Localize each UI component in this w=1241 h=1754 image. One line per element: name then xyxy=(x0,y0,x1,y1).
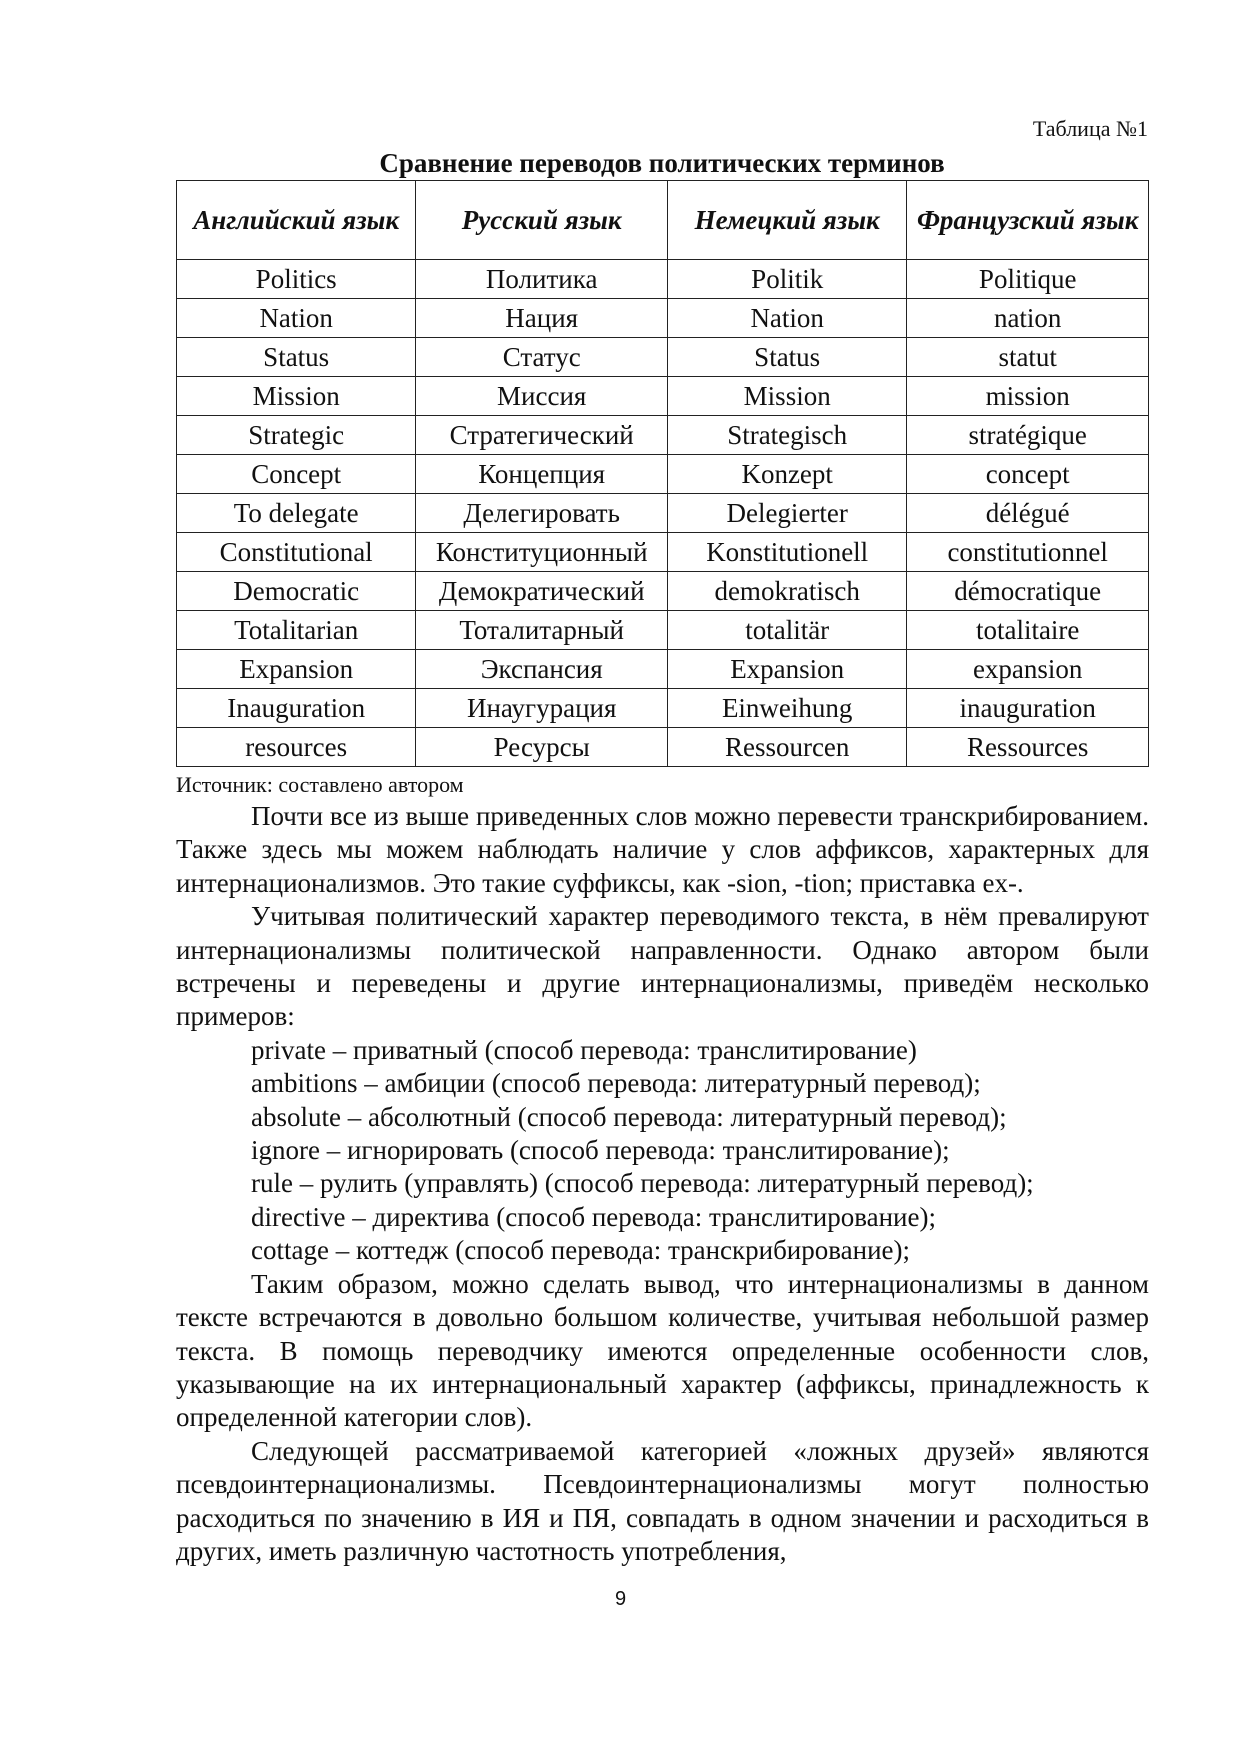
table-cell: nation xyxy=(907,299,1149,338)
table-cell: Политика xyxy=(416,260,668,299)
table-cell: Ресурсы xyxy=(416,728,668,767)
table-cell: délégué xyxy=(907,494,1149,533)
header-french: Французский язык xyxy=(907,181,1149,260)
table-cell: Politics xyxy=(177,260,416,299)
example-item: cottage – коттедж (способ перевода: транскрибирование); xyxy=(251,1235,911,1266)
table-cell: Politique xyxy=(907,260,1149,299)
table-cell: Нация xyxy=(416,299,668,338)
table-row xyxy=(177,455,1149,494)
paragraph-1: Почти все из выше приведенных слов можно перевести транскрибированием. Также здесь мы можем наблюдать наличие у слов аффиксов, характерных для интернационализмов. Это такие суффиксы, как -sion, -tion; приставка ex-. xyxy=(176,801,1149,898)
table-cell: concept xyxy=(907,455,1149,494)
table-cell: mission xyxy=(907,377,1149,416)
table-cell: démocratique xyxy=(907,572,1149,611)
table-cell: Constitutional xyxy=(177,533,416,572)
table-cell: Expansion xyxy=(668,650,907,689)
table-row xyxy=(177,299,1149,338)
example-item: ignore – игнорировать (способ перевода: транслитирование); xyxy=(251,1135,950,1166)
table-row xyxy=(177,416,1149,455)
table-cell: Конституционный xyxy=(416,533,668,572)
table-cell: Democratic xyxy=(177,572,416,611)
table-cell: Inauguration xyxy=(177,689,416,728)
examples-list xyxy=(176,1034,1149,1268)
table-cell: Konstitutionell xyxy=(668,533,907,572)
table-cell: Einweihung xyxy=(668,689,907,728)
example-item: absolute – абсолютный (способ перевода: литературный перевод); xyxy=(251,1101,1007,1132)
table-header-row xyxy=(177,181,1149,260)
table-cell: Ressourcen xyxy=(668,728,907,767)
table-cell: Концепция xyxy=(416,455,668,494)
table-row xyxy=(177,650,1149,689)
table-cell: resources xyxy=(177,728,416,767)
example-item: directive – директива (способ перевода: транслитирование); xyxy=(251,1201,936,1232)
table-cell: inauguration xyxy=(907,689,1149,728)
table-row xyxy=(177,533,1149,572)
table-cell: Миссия xyxy=(416,377,668,416)
paragraph-4: Следующей рассматриваемой категорией «ложных друзей» являются псевдоинтернационализмы. Псевдоинтернационализмы могут полностью расходиться по значению в ИЯ и ПЯ, совпадать в одном значении и расходиться в других, иметь различную частотность употребления, xyxy=(176,1435,1149,1566)
page-number: 9 xyxy=(614,1588,627,1610)
table-cell: To delegate xyxy=(177,494,416,533)
table-cell: Strategisch xyxy=(668,416,907,455)
table-cell: Инаугурация xyxy=(416,689,668,728)
table-cell: constitutionnel xyxy=(907,533,1149,572)
table-cell: Delegierter xyxy=(668,494,907,533)
table-row xyxy=(177,611,1149,650)
example-item: rule – рулить (управлять) (способ перевода: литературный перевод); xyxy=(251,1168,1034,1199)
table-cell: Экспансия xyxy=(416,650,668,689)
table-number: Таблица №1 xyxy=(1032,116,1148,141)
table-row xyxy=(177,260,1149,299)
table-cell: Nation xyxy=(668,299,907,338)
table-cell: Concept xyxy=(177,455,416,494)
table-row xyxy=(177,689,1149,728)
table-cell: Mission xyxy=(177,377,416,416)
table-cell: Mission xyxy=(668,377,907,416)
table-cell: totalitaire xyxy=(907,611,1149,650)
table-cell: Стратегический xyxy=(416,416,668,455)
example-item: ambitions – амбиции (способ перевода: литературный перевод); xyxy=(251,1068,981,1099)
table-cell: demokratisch xyxy=(668,572,907,611)
example-item: private – приватный (способ перевода: транслитирование) xyxy=(251,1034,917,1065)
header-english: Английский язык xyxy=(177,181,416,260)
table-cell: Strategic xyxy=(177,416,416,455)
table-body xyxy=(177,260,1149,767)
header-russian: Русский язык xyxy=(416,181,668,260)
table-cell: Totalitarian xyxy=(177,611,416,650)
table-cell: Politik xyxy=(668,260,907,299)
table-title: Сравнение переводов политических терминов xyxy=(379,148,945,178)
table-row xyxy=(177,377,1149,416)
source-note: Источник: составлено автором xyxy=(176,772,464,797)
table-cell: Статус xyxy=(416,338,668,377)
table-cell: totalitär xyxy=(668,611,907,650)
table-cell: Status xyxy=(177,338,416,377)
body-text xyxy=(176,800,1149,1568)
paragraph-3: Таким образом, можно сделать вывод, что интернационализмы в данном тексте встречаются в довольно большом количестве, учитывая небольшой размер текста. В помощь переводчику имеются определенные особенности слов, указывающие на их интернациональный характер (аффиксы, принадлежность к определенной категории слов). xyxy=(176,1268,1149,1433)
table-cell: Делегировать xyxy=(416,494,668,533)
terms-table xyxy=(176,180,1149,767)
table-row xyxy=(177,338,1149,377)
paragraph-2: Учитывая политический характер переводимого текста, в нём превалируют интернационализмы политической направленности. Однако автором были встречены и переведены и другие интернационализмы, приведём несколько примеров: xyxy=(176,901,1149,1032)
table-cell: Ressources xyxy=(907,728,1149,767)
table-cell: Expansion xyxy=(177,650,416,689)
header-german: Немецкий язык xyxy=(668,181,907,260)
table-cell: Демократический xyxy=(416,572,668,611)
table-cell: expansion xyxy=(907,650,1149,689)
table-row xyxy=(177,572,1149,611)
table-row xyxy=(177,728,1149,767)
table-cell: Konzept xyxy=(668,455,907,494)
table-row xyxy=(177,494,1149,533)
table-cell: Status xyxy=(668,338,907,377)
table-cell: Тоталитарный xyxy=(416,611,668,650)
table-cell: Nation xyxy=(177,299,416,338)
table-cell: statut xyxy=(907,338,1149,377)
table-cell: stratégique xyxy=(907,416,1149,455)
